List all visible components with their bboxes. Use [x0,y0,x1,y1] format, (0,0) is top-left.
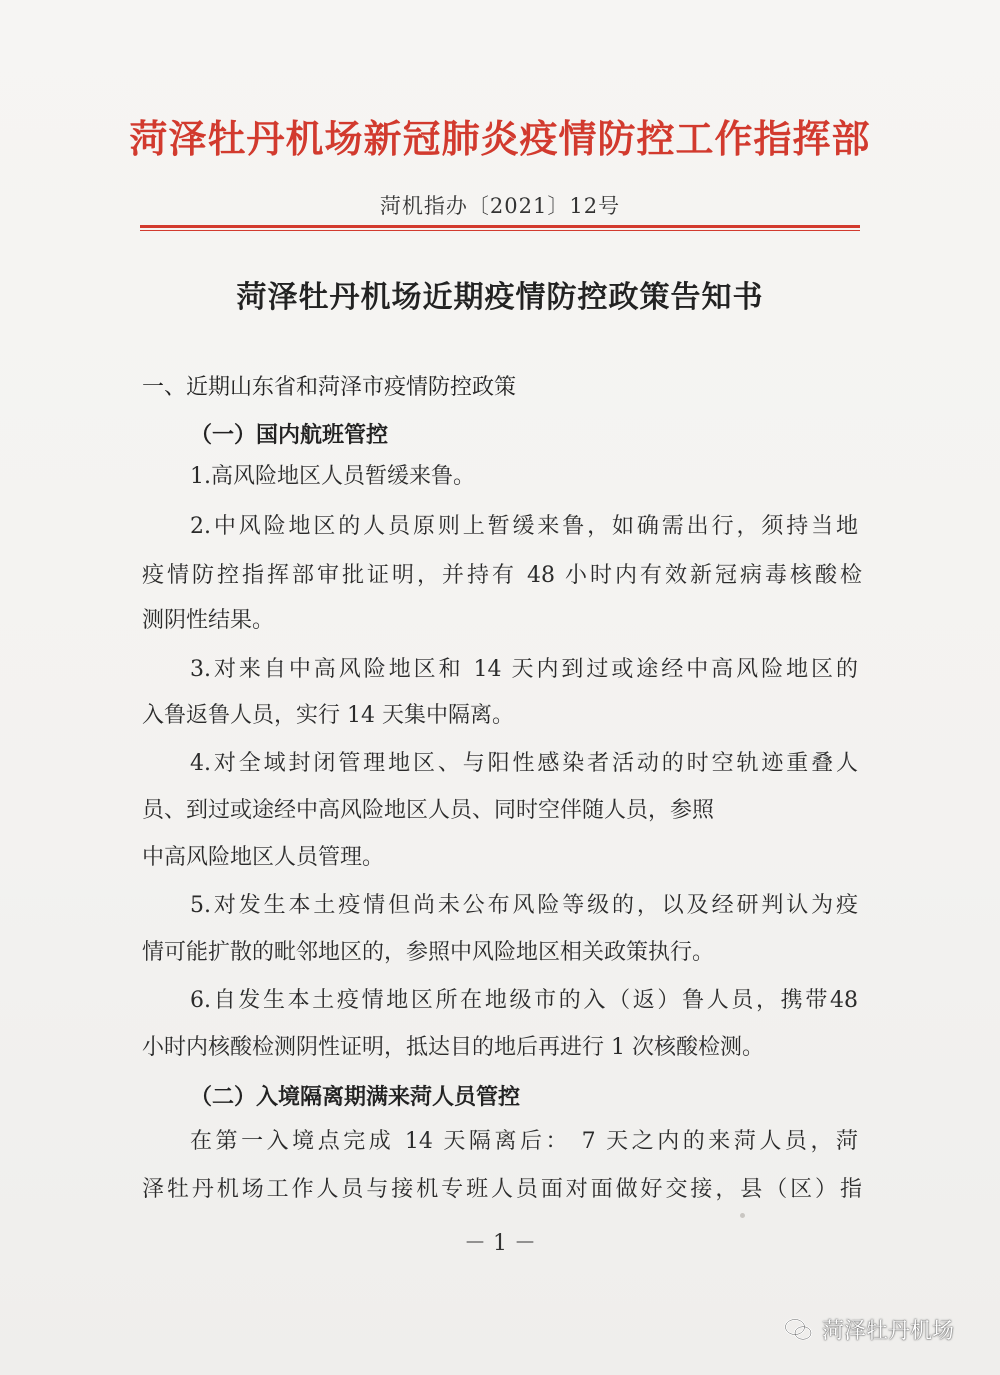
document-title: 菏泽牡丹机场近期疫情防控政策告知书 [236,280,764,315]
paragraph-line: 4.对全域封闭管理地区、与阳性感染者活动的时空轨迹重叠人 [190,751,858,776]
red-rule-thick [140,225,860,228]
issuing-organization: 菏泽牡丹机场新冠肺炎疫情防控工作指挥部 [129,116,871,161]
red-header-rule [140,225,860,231]
paragraph-line: 情可能扩散的毗邻地区的，参照中风险地区相关政策执行。 [142,940,715,965]
paragraph-line: 2.中风险地区的人员原则上暂缓来鲁，如确需出行，须持当地 [190,514,858,539]
subsection-heading-domestic: （一）国内航班管控 [190,422,389,448]
document-number: 菏机指办〔2021〕12号 [379,194,621,218]
paper-speck [740,1213,745,1218]
paragraph-line: 6.自发生本土疫情地区所在地级市的入（返）鲁人员，携带48 [190,988,858,1013]
subsection-heading-inbound: （二）入境隔离期满来菏人员管控 [190,1084,521,1110]
red-rule-thin [140,230,860,231]
wechat-watermark [784,1314,954,1345]
paragraph-line: 5.对发生本土疫情但尚未公布风险等级的，以及经研判认为疫 [190,893,858,918]
section-heading: 一、近期山东省和菏泽市疫情防控政策 [142,375,517,400]
paragraph-line: 疫情防控指挥部审批证明，并持有 48 小时内有效新冠病毒核酸检 [142,563,862,588]
paragraph-line: 测阴性结果。 [142,608,275,633]
paragraph-line: 入鲁返鲁人员，实行 14 天集中隔离。 [142,703,514,728]
wechat-icon [784,1317,814,1343]
watermark-text: 菏泽牡丹机场 [822,1319,955,1344]
paragraph-line: 在第一入境点完成 14 天隔离后： 7 天之内的来菏人员，菏 [190,1129,858,1154]
paragraph-line: 员、到过或途经中高风险地区人员、同时空伴随人员，参照 [142,798,715,823]
paragraph-line: 泽牡丹机场工作人员与接机专班人员面对面做好交接，县（区）指 [142,1177,862,1202]
paragraph-line: 3.对来自中高风险地区和 14 天内到过或途经中高风险地区的 [190,657,858,682]
page-number: － 1 － [464,1231,536,1256]
paragraph-line: 1.高风险地区人员暂缓来鲁。 [190,464,475,489]
paragraph-line: 中高风险地区人员管理。 [142,845,385,870]
paragraph-line: 小时内核酸检测阴性证明，抵达目的地后再进行 1 次核酸检测。 [142,1035,764,1060]
